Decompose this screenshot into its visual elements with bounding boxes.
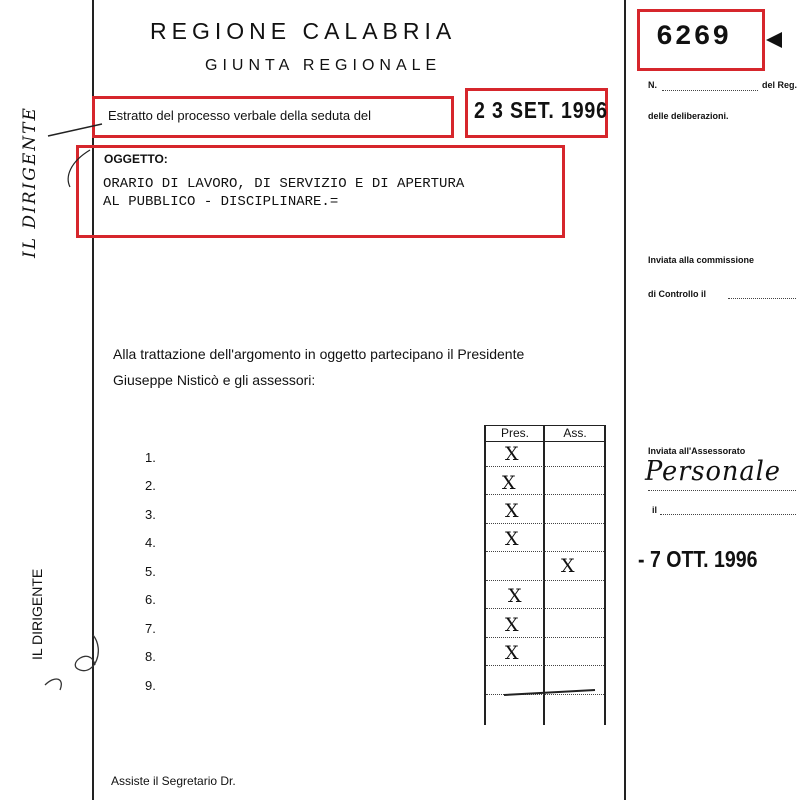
ass-mark: X bbox=[561, 555, 575, 577]
del-reg-label: del Reg. bbox=[762, 80, 798, 90]
session-label: Estratto del processo verbale della seduta del bbox=[108, 108, 372, 123]
controllo-label: di Controllo il bbox=[648, 289, 706, 299]
pres-column-header: Pres. bbox=[500, 426, 529, 440]
intro-text-line: Giuseppe Nisticò e gli assessori: bbox=[113, 372, 316, 388]
pres-mark: X bbox=[508, 585, 522, 607]
row-9-strike bbox=[500, 684, 600, 700]
arrow-marker-icon bbox=[762, 28, 786, 52]
row-separator bbox=[486, 494, 604, 495]
annotation-pointer-line bbox=[40, 122, 110, 192]
inviata-assessorato-label: Inviata all'Assessorato bbox=[648, 446, 746, 456]
row-separator bbox=[486, 608, 604, 609]
reg-n-label: N. bbox=[648, 80, 657, 90]
row-number: 9. bbox=[145, 678, 156, 693]
row-separator bbox=[486, 551, 604, 552]
oggetto-label: OGGETTO: bbox=[104, 152, 168, 166]
pres-mark: X bbox=[505, 528, 519, 550]
row-separator bbox=[486, 523, 604, 524]
reg-n-fill-line bbox=[662, 90, 758, 91]
row-number: 8. bbox=[145, 649, 156, 664]
row-separator bbox=[486, 580, 604, 581]
row-number: 1. bbox=[145, 450, 156, 465]
inviata-commissione-label: Inviata alla commissione bbox=[648, 255, 755, 265]
intro-text-line: Alla trattazione dell'argomento in oggetto partecipano il Presidente bbox=[113, 346, 525, 362]
table-right-rule bbox=[604, 425, 606, 725]
pres-mark: X bbox=[505, 443, 519, 465]
row-number: 5. bbox=[145, 564, 156, 579]
row-number: 7. bbox=[145, 621, 156, 636]
ass-column-header: Ass. bbox=[563, 426, 587, 440]
table-left-rule bbox=[484, 425, 486, 725]
dirigente-signature-bottom: IL DIRIGENTE bbox=[29, 568, 45, 660]
oggetto-text-line: AL PUBBLICO - DISCIPLINARE.= bbox=[103, 194, 339, 210]
handwritten-personale: Personale bbox=[645, 456, 781, 487]
header-title: REGIONE CALABRIA bbox=[150, 18, 457, 44]
footer-secretary-text: Assiste il Segretario Dr. bbox=[111, 774, 236, 788]
dirigente-signature-top: IL DIRIGENTE bbox=[20, 106, 40, 258]
oggetto-text-line: ORARIO DI LAVORO, DI SERVIZIO E DI APERTURA bbox=[103, 176, 465, 192]
row-separator bbox=[486, 466, 604, 467]
signature-scribble bbox=[35, 590, 115, 700]
il-label: il bbox=[652, 505, 658, 515]
row-number: 3. bbox=[145, 507, 156, 522]
session-date-stamp: 2 3 SET. 1996 bbox=[474, 97, 608, 123]
row-separator bbox=[486, 665, 604, 666]
row-number: 6. bbox=[145, 592, 156, 607]
pres-mark: X bbox=[502, 472, 516, 494]
assessorato-fill-line bbox=[648, 490, 796, 491]
pres-mark: X bbox=[505, 614, 519, 636]
pres-mark: X bbox=[505, 500, 519, 522]
pres-mark: X bbox=[505, 642, 519, 664]
row-number: 2. bbox=[145, 478, 156, 493]
il-fill-line bbox=[660, 514, 796, 515]
controllo-fill-line bbox=[728, 298, 796, 299]
registration-number: 6269 bbox=[656, 22, 732, 53]
ott-date-stamp: - 7 OTT. 1996 bbox=[638, 546, 758, 572]
center-divider-rule bbox=[624, 0, 626, 800]
row-separator bbox=[486, 637, 604, 638]
header-subtitle: GIUNTA REGIONALE bbox=[205, 57, 442, 74]
table-middle-rule bbox=[543, 425, 545, 725]
deliberazioni-label: delle deliberazioni. bbox=[648, 111, 729, 121]
row-number: 4. bbox=[145, 535, 156, 550]
